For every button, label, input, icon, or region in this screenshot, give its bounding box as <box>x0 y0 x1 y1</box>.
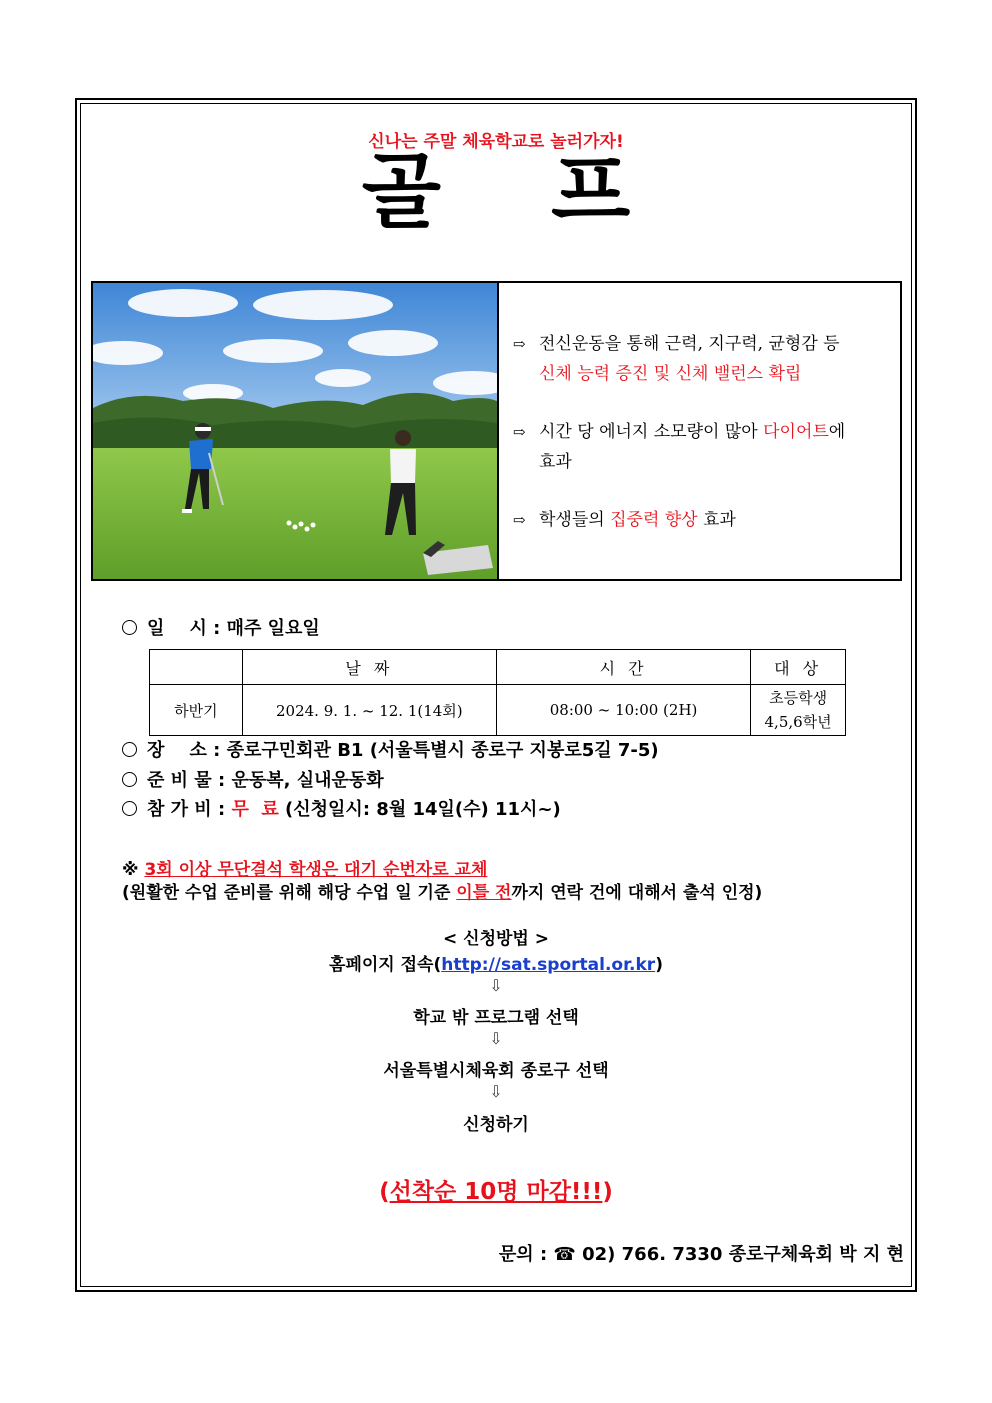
fee-row: 참 가 비 : 무 료 (신청일시: 8월 14일(수) 11시~) <box>122 795 561 821</box>
table-header: 대 상 <box>751 650 846 685</box>
benefits-list <box>513 329 893 563</box>
title-char-2: 프 <box>551 145 631 240</box>
intro-box <box>91 281 902 581</box>
target-cell: 초등학생 4,5,6학년 <box>751 685 846 736</box>
time-cell: 08:00 ~ 10:00 (2H) <box>496 685 750 736</box>
arrow-right-icon: ⇨ <box>513 423 526 441</box>
circle-bullet-icon <box>122 620 137 635</box>
term-cell: 하반기 <box>150 685 243 736</box>
method-step-1: 홈페이지 접속(http://sat.sportal.or.kr) <box>329 955 663 975</box>
method-title: < 신청방법 > <box>442 929 549 949</box>
circle-bullet-icon <box>122 772 137 787</box>
method-step-4: 신청하기 <box>463 1115 529 1135</box>
homepage-link[interactable]: http://sat.sportal.or.kr <box>441 955 656 975</box>
schedule-table <box>149 649 846 736</box>
table-row <box>150 685 846 736</box>
notice-line-1: ※ 3회 이상 무단결석 학생은 대기 순번자로 교체 <box>122 860 488 880</box>
method-step-2: 학교 밖 프로그램 선택 <box>413 1008 579 1028</box>
notice-line-2: (원활한 수업 준비를 위해 해당 수업 일 기준 이틀 전까지 연락 건에 대해서 출석 인정) <box>122 883 763 903</box>
supplies-row: 준 비 물 : 운동복, 실내운동화 <box>122 766 384 792</box>
date-cell: 2024. 9. 1. ~ 12. 1(14회) <box>242 685 496 736</box>
title-char-1: 골 <box>361 145 441 240</box>
subtitle: 신나는 주말 체육학교로 놀러가자! <box>368 132 624 152</box>
arrow-right-icon: ⇨ <box>513 511 526 529</box>
contact-info: 문의 : ☎ 02) 766. 7330 종로구체육회 박 지 현 <box>498 1244 904 1265</box>
table-header: 날 짜 <box>242 650 496 685</box>
circle-bullet-icon <box>122 801 137 816</box>
golf-photo-illustration <box>93 283 497 579</box>
table-header: 시 간 <box>496 650 750 685</box>
schedule-row: 일 시 : 매주 일요일 <box>122 614 320 640</box>
golf-photo <box>93 283 499 579</box>
arrow-down-icon: ⇩ <box>489 976 503 995</box>
deadline-notice: (선착순 10명 마감!!!) <box>379 1179 613 1205</box>
page-title <box>80 145 912 240</box>
circle-bullet-icon <box>122 742 137 757</box>
method-step-3: 서울특별시체육회 종로구 선택 <box>383 1061 609 1081</box>
place-row: 장 소 : 종로구민회관 B1 (서울특별시 종로구 지봉로5길 7-5) <box>122 736 659 762</box>
benefit-item: ⇨ 전신운동을 통해 근력, 지구력, 균형감 등 신체 능력 증진 및 신체 밸런스 확립 <box>513 329 893 389</box>
arrow-down-icon: ⇩ <box>489 1029 503 1048</box>
benefit-item: ⇨ 학생들의 집중력 향상 효과 <box>513 505 893 535</box>
arrow-down-icon: ⇩ <box>489 1082 503 1101</box>
arrow-right-icon: ⇨ <box>513 335 526 353</box>
benefit-item: ⇨ 시간 당 에너지 소모량이 많아 다이어트에 효과 <box>513 417 893 477</box>
table-header <box>150 650 243 685</box>
